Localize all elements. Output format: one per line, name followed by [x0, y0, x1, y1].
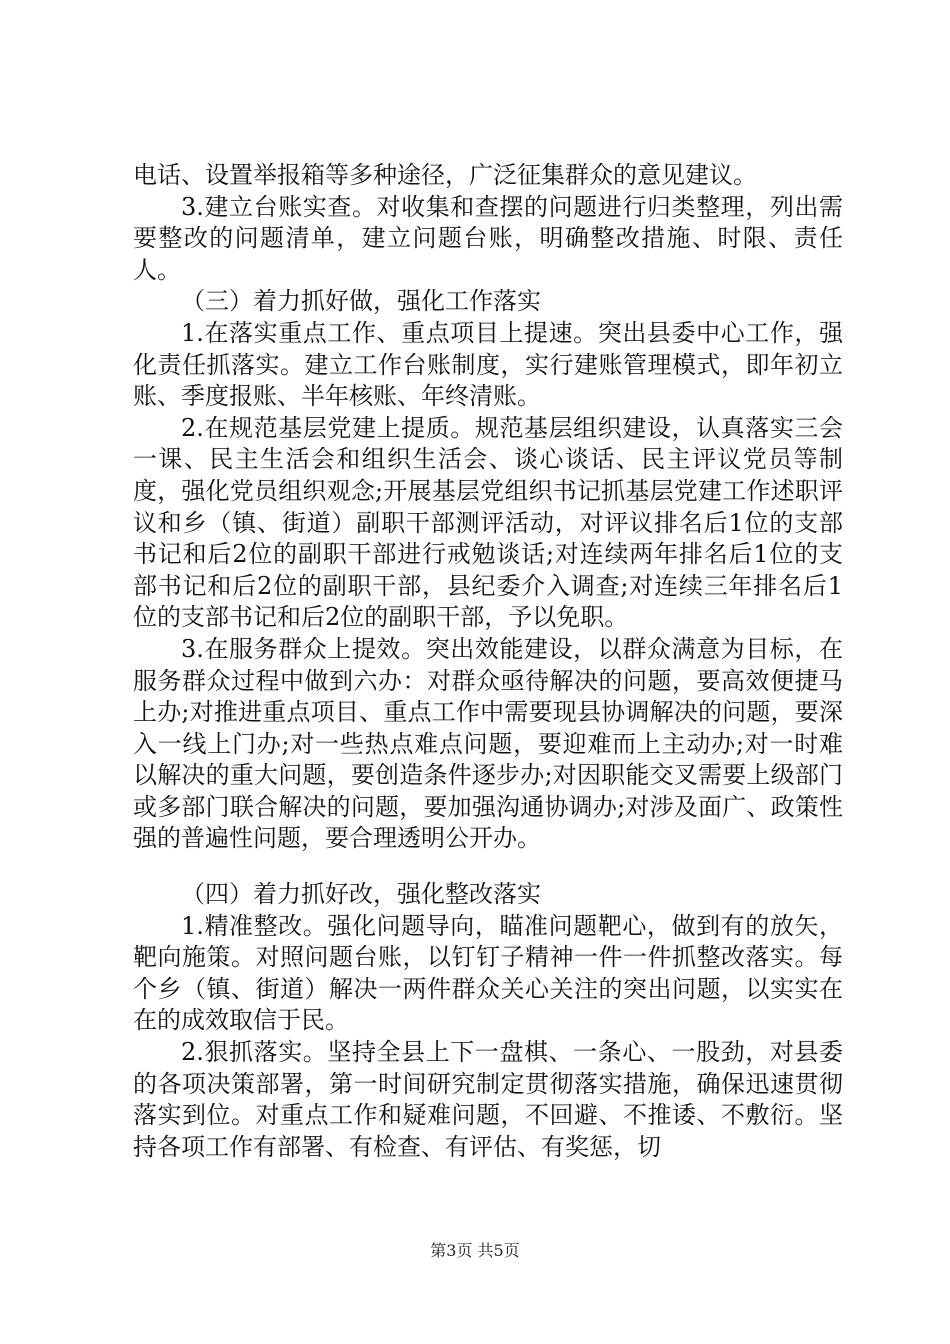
section-heading-4: （四）着力抓好改，强化整改落实: [181, 880, 541, 909]
paragraph-4: 1.在落实重点工作、重点项目上提速。突出县委中心工作，强化责任抓落实。建立工作台账制度，实行建账管理模式，即年初立账、季度报账、半年核账、年终清账。: [133, 318, 843, 411]
paragraph-5: 2.在规范基层党建上提质。规范基层组织建设，认真落实三会一课、民主生活会和组织生活会、谈心谈话、民主评议党员等制度，强化党员组织观念;开展基层党组织书记抓基层党建工作述职评议和乡（镇、街道）副职干部测评活动，对评议排名后1位的支部书记和后2位的副职干部进行戒勉谈话;对连续两年排名后1位的支部书记和后2位的副职干部，县纪委介入调查;对连续三年排名后1位的支部书记和后2位的副职干部，予以免职。: [133, 413, 843, 632]
paragraph-6: 3.在服务群众上提效。突出效能建设，以群众满意为目标，在服务群众过程中做到六办：对群众亟待解决的问题，要高效便捷马上办;对推进重点项目、重点工作中需要现县协调解决的问题，要深入一线上门办;对一些热点难点问题，要迎难而上主动办;对一时难以解决的重大问题，要创造条件逐步办;对因职能交叉需要上级部门或多部门联合解决的问题，要加强沟通协调办;对涉及面广、政策性强的普遍性问题，要合理透明公开办。: [133, 634, 843, 853]
paragraph-8: 1.精准整改。强化问题导向，瞄准问题靶心，做到有的放矢，靶向施策。对照问题台账，以钉钉子精神一件一件抓整改落实。每个乡（镇、街道）解决一两件群众关心关注的突出问题，以实实在在的成效取信于民。: [133, 911, 843, 1035]
paragraph-gap: [133, 855, 843, 879]
paragraph-2: 3.建立台账实查。对收集和查摆的问题进行归类整理，列出需要整改的问题清单，建立问题台账，明确整改措施、时限、责任人。: [133, 192, 843, 284]
section-heading-3: （三）着力抓好做，强化工作落实: [181, 287, 541, 316]
paragraph-1: 电话、设置举报箱等多种途径，广泛征集群众的意见建议。: [133, 161, 757, 189]
paragraph-9: 2.狠抓落实。坚持全县上下一盘棋、一条心、一股劲，对县委的各项决策部署，第一时间研究制定贯彻落实措施，确保迅速贯彻落实到位。对重点工作和疑难问题，不回避、不推诿、不敷衍。坚持各项工作有部署、有检查、有评估、有奖惩，切: [133, 1038, 843, 1161]
page-footer: 第3页 共5页: [430, 1241, 520, 1260]
document-body: [133, 160, 843, 1163]
